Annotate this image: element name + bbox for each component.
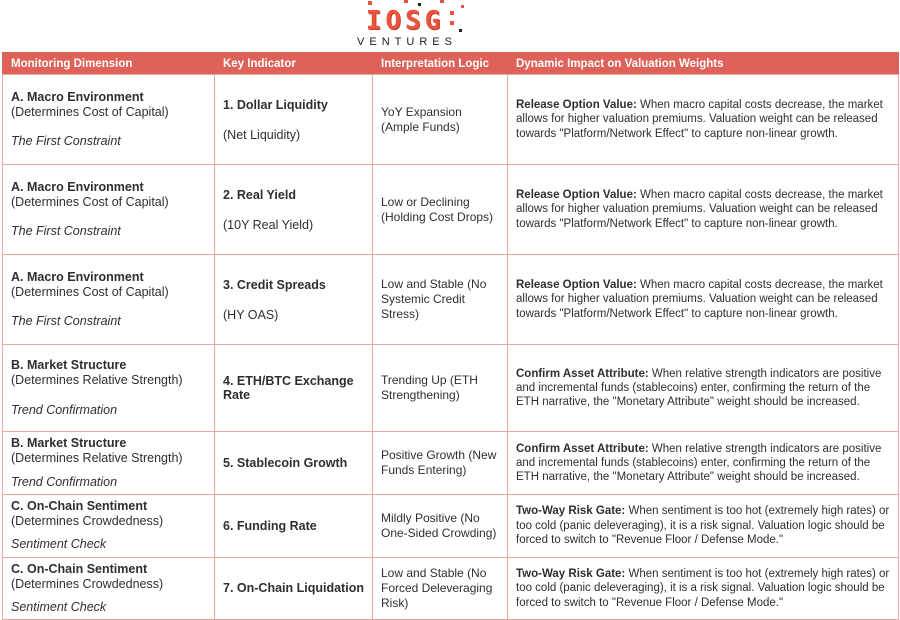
cell-monitoring-dimension (3, 165, 215, 255)
header-key-indicator: Key Indicator (215, 53, 373, 75)
impact-body: When sentiment is too hot (extremely high rates) or too cold (panic deleveraging), it is a risk signal. Valuation logic should be forced to switch to "Revenue Floor / Defense Mode." (516, 568, 890, 609)
cell-monitoring-dimension (3, 432, 215, 495)
dimension-note: Sentiment Check (11, 600, 107, 614)
table-row (3, 255, 899, 345)
impact-body: When macro capital costs decrease, the market allows for higher valuation premiums. Valuation weight can be released towards "Platform/Network Effect" to capture non-linear growth. (516, 99, 883, 140)
logo-pixel-dot (459, 29, 462, 32)
cell-key-indicator (215, 345, 373, 432)
indicator-title: 3. Credit Spreads (223, 277, 326, 292)
indicator-title: 4. ETH/BTC Exchange Rate (223, 374, 354, 402)
dimension-subtitle: (Determines Cost of Capital) (11, 104, 169, 119)
logo-subtitle-text: VENTURES (357, 35, 457, 48)
logo-pixel-dot (450, 11, 454, 15)
cell-dynamic-impact (508, 432, 899, 495)
logic-text: Mildly Positive (No One-Sided Crowding) (381, 510, 497, 540)
dimension-subtitle: (Determines Crowdedness) (11, 514, 164, 528)
cell-dynamic-impact (508, 345, 899, 432)
logo-pixel-dot (368, 1, 372, 5)
cell-dynamic-impact (508, 557, 899, 620)
cell-dynamic-impact (508, 165, 899, 255)
logo (0, 0, 855, 52)
impact-lead: Release Option Value: (516, 279, 637, 292)
cell-interpretation-logic (373, 165, 508, 255)
logo-pixel-dot (418, 3, 421, 6)
dimension-title: A. Macro Environment (11, 269, 144, 284)
cell-dynamic-impact (508, 255, 899, 345)
dimension-title: C. On-Chain Sentiment (11, 498, 148, 513)
header-monitoring-dimension: Monitoring Dimension (3, 53, 215, 75)
table-row (3, 494, 899, 557)
dimension-subtitle: (Determines Cost of Capital) (11, 284, 169, 299)
cell-key-indicator (215, 165, 373, 255)
cell-key-indicator (215, 557, 373, 620)
cell-monitoring-dimension (3, 255, 215, 345)
logo-pixel-dot (404, 0, 408, 3)
table-header (3, 53, 899, 75)
dimension-subtitle: (Determines Crowdedness) (11, 576, 164, 591)
logic-text: Positive Growth (New Funds Entering) (381, 447, 497, 477)
logo-brand-text: IOSG (365, 5, 445, 36)
table-row (3, 345, 899, 432)
dimension-title: A. Macro Environment (11, 179, 144, 194)
dimension-title: C. On-Chain Sentiment (11, 561, 148, 576)
dimension-note: The First Constraint (11, 134, 121, 149)
dimension-note: Trend Confirmation (11, 402, 118, 417)
impact-body: When macro capital costs decrease, the market allows for higher valuation premiums. Valuation weight can be released towards "Platform/Network Effect" to capture non-linear growth. (516, 279, 883, 320)
impact-body: When relative strength indicators are positive and incremental funds (stablecoins) enter, confirming the return of the ETH narrative, the "Monetary Attribute" weight should be increased. (516, 367, 882, 409)
cell-interpretation-logic (373, 557, 508, 620)
indicator-title: 6. Funding Rate (223, 518, 317, 533)
logic-text: YoY Expansion (Ample Funds) (381, 104, 462, 134)
cell-monitoring-dimension (3, 494, 215, 557)
dimension-note: The First Constraint (11, 314, 121, 329)
logic-text: Low and Stable (No Systemic Credit Stress) (381, 277, 487, 321)
indicator-detail: (10Y Real Yield) (223, 217, 314, 232)
cell-interpretation-logic (373, 255, 508, 345)
indicator-detail: (HY OAS) (223, 307, 279, 322)
impact-lead: Confirm Asset Attribute: (516, 367, 649, 380)
dimension-subtitle: (Determines Cost of Capital) (11, 194, 169, 209)
header-interpretation-logic: Interpretation Logic (373, 53, 508, 75)
impact-body: When sentiment is too hot (extremely high rates) or too cold (panic deleveraging), it is a risk signal. Valuation logic should be forced to switch to "Revenue Floor / Defense Mode." (516, 505, 890, 546)
dimension-note: The First Constraint (11, 224, 121, 239)
monitoring-framework-table (2, 52, 899, 620)
cell-interpretation-logic (373, 494, 508, 557)
table-row (3, 557, 899, 620)
cell-dynamic-impact (508, 75, 899, 165)
table-row (3, 165, 899, 255)
cell-key-indicator (215, 494, 373, 557)
cell-key-indicator (215, 432, 373, 495)
impact-lead: Two-Way Risk Gate: (516, 568, 626, 580)
dimension-title: B. Market Structure (11, 436, 127, 450)
indicator-detail: (Net Liquidity) (223, 127, 301, 142)
indicator-title: 1. Dollar Liquidity (223, 97, 328, 112)
cell-monitoring-dimension (3, 75, 215, 165)
cell-interpretation-logic (373, 345, 508, 432)
cell-interpretation-logic (373, 75, 508, 165)
dimension-note: Sentiment Check (11, 537, 107, 552)
logo-pixel-dot (440, 0, 444, 3)
indicator-title: 5. Stablecoin Growth (223, 455, 348, 470)
dimension-subtitle: (Determines Relative Strength) (11, 373, 183, 388)
cell-interpretation-logic (373, 432, 508, 495)
indicator-title: 2. Real Yield (223, 187, 296, 202)
cell-key-indicator (215, 255, 373, 345)
impact-lead: Release Option Value: (516, 99, 637, 112)
impact-lead: Two-Way Risk Gate: (516, 505, 626, 518)
indicator-title: 7. On-Chain Liquidation (223, 581, 364, 596)
logic-text: Trending Up (ETH Strengthening) (381, 373, 478, 402)
header-dynamic-impact: Dynamic Impact on Valuation Weights (508, 53, 899, 75)
impact-body: When relative strength indicators are positive and incremental funds (stablecoins) enter, confirming the return of the ETH narrative, the "Monetary Attribute" weight should be increased. (516, 442, 882, 483)
impact-lead: Confirm Asset Attribute: (516, 442, 649, 455)
dimension-note: Trend Confirmation (11, 474, 118, 489)
table-row (3, 432, 899, 495)
table-body (3, 75, 899, 620)
cell-monitoring-dimension (3, 557, 215, 620)
logic-text: Low or Declining (Holding Cost Drops) (381, 194, 494, 224)
dimension-title: B. Market Structure (11, 358, 127, 373)
table-row (3, 75, 899, 165)
dimension-subtitle: (Determines Relative Strength) (11, 451, 183, 466)
logo-pixel-dot (450, 21, 454, 25)
impact-body: When macro capital costs decrease, the market allows for higher valuation premiums. Valuation weight can be released towards "Platform/Network Effect" to capture non-linear growth. (516, 189, 883, 230)
header-row (3, 53, 899, 75)
cell-dynamic-impact (508, 494, 899, 557)
logic-text: Low and Stable (No Forced Deleveraging Risk) (381, 565, 493, 610)
cell-monitoring-dimension (3, 345, 215, 432)
cell-key-indicator (215, 75, 373, 165)
dimension-title: A. Macro Environment (11, 89, 144, 104)
impact-lead: Release Option Value: (516, 189, 637, 202)
logo-pixel-dot (461, 5, 464, 8)
